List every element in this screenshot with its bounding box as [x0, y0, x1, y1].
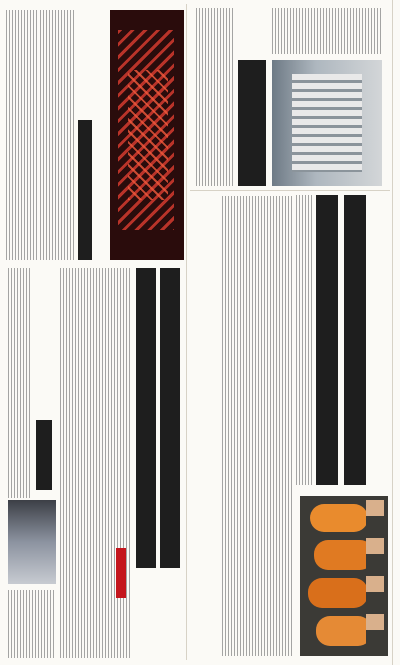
main-photo-caption	[292, 496, 298, 656]
virus-illustration	[110, 10, 184, 260]
section-divider	[190, 190, 390, 191]
second-body-col-2	[272, 8, 382, 54]
page-number	[393, 8, 400, 32]
photo-person-4	[316, 616, 372, 646]
masthead-logo	[393, 610, 400, 660]
book-cover	[8, 500, 56, 584]
building-photo	[272, 60, 382, 186]
main-byline	[218, 600, 222, 650]
photo-person-1	[310, 504, 368, 532]
book-body-2	[8, 590, 56, 658]
date-line	[393, 100, 400, 160]
main-headline-line1	[344, 195, 366, 485]
third-headline-line1	[160, 268, 180, 568]
main-story-photo	[300, 496, 388, 656]
third-body-col-1	[96, 268, 130, 658]
third-body-col-2	[60, 268, 94, 658]
third-pullquote	[116, 548, 126, 598]
second-body-col-1	[196, 8, 234, 186]
building-windows	[292, 74, 362, 172]
section-title	[393, 500, 400, 560]
photo-person-3	[308, 578, 368, 608]
column-divider	[186, 4, 187, 660]
virus-strands-2	[128, 70, 168, 200]
photo-person-2	[314, 540, 374, 570]
fourth-body-col-1	[40, 10, 74, 260]
fourth-body-col-2	[6, 10, 38, 260]
fourth-headline	[78, 120, 92, 260]
main-body-col-1	[258, 196, 292, 656]
photo-faces	[366, 500, 384, 650]
fourth-kicker	[96, 190, 104, 230]
main-headline-line2	[316, 195, 338, 485]
second-headline	[238, 60, 266, 186]
main-body-col-2	[222, 196, 256, 656]
book-body	[8, 268, 32, 498]
third-headline-line2	[136, 268, 156, 568]
book-headline	[36, 420, 52, 490]
main-deck	[296, 195, 312, 485]
